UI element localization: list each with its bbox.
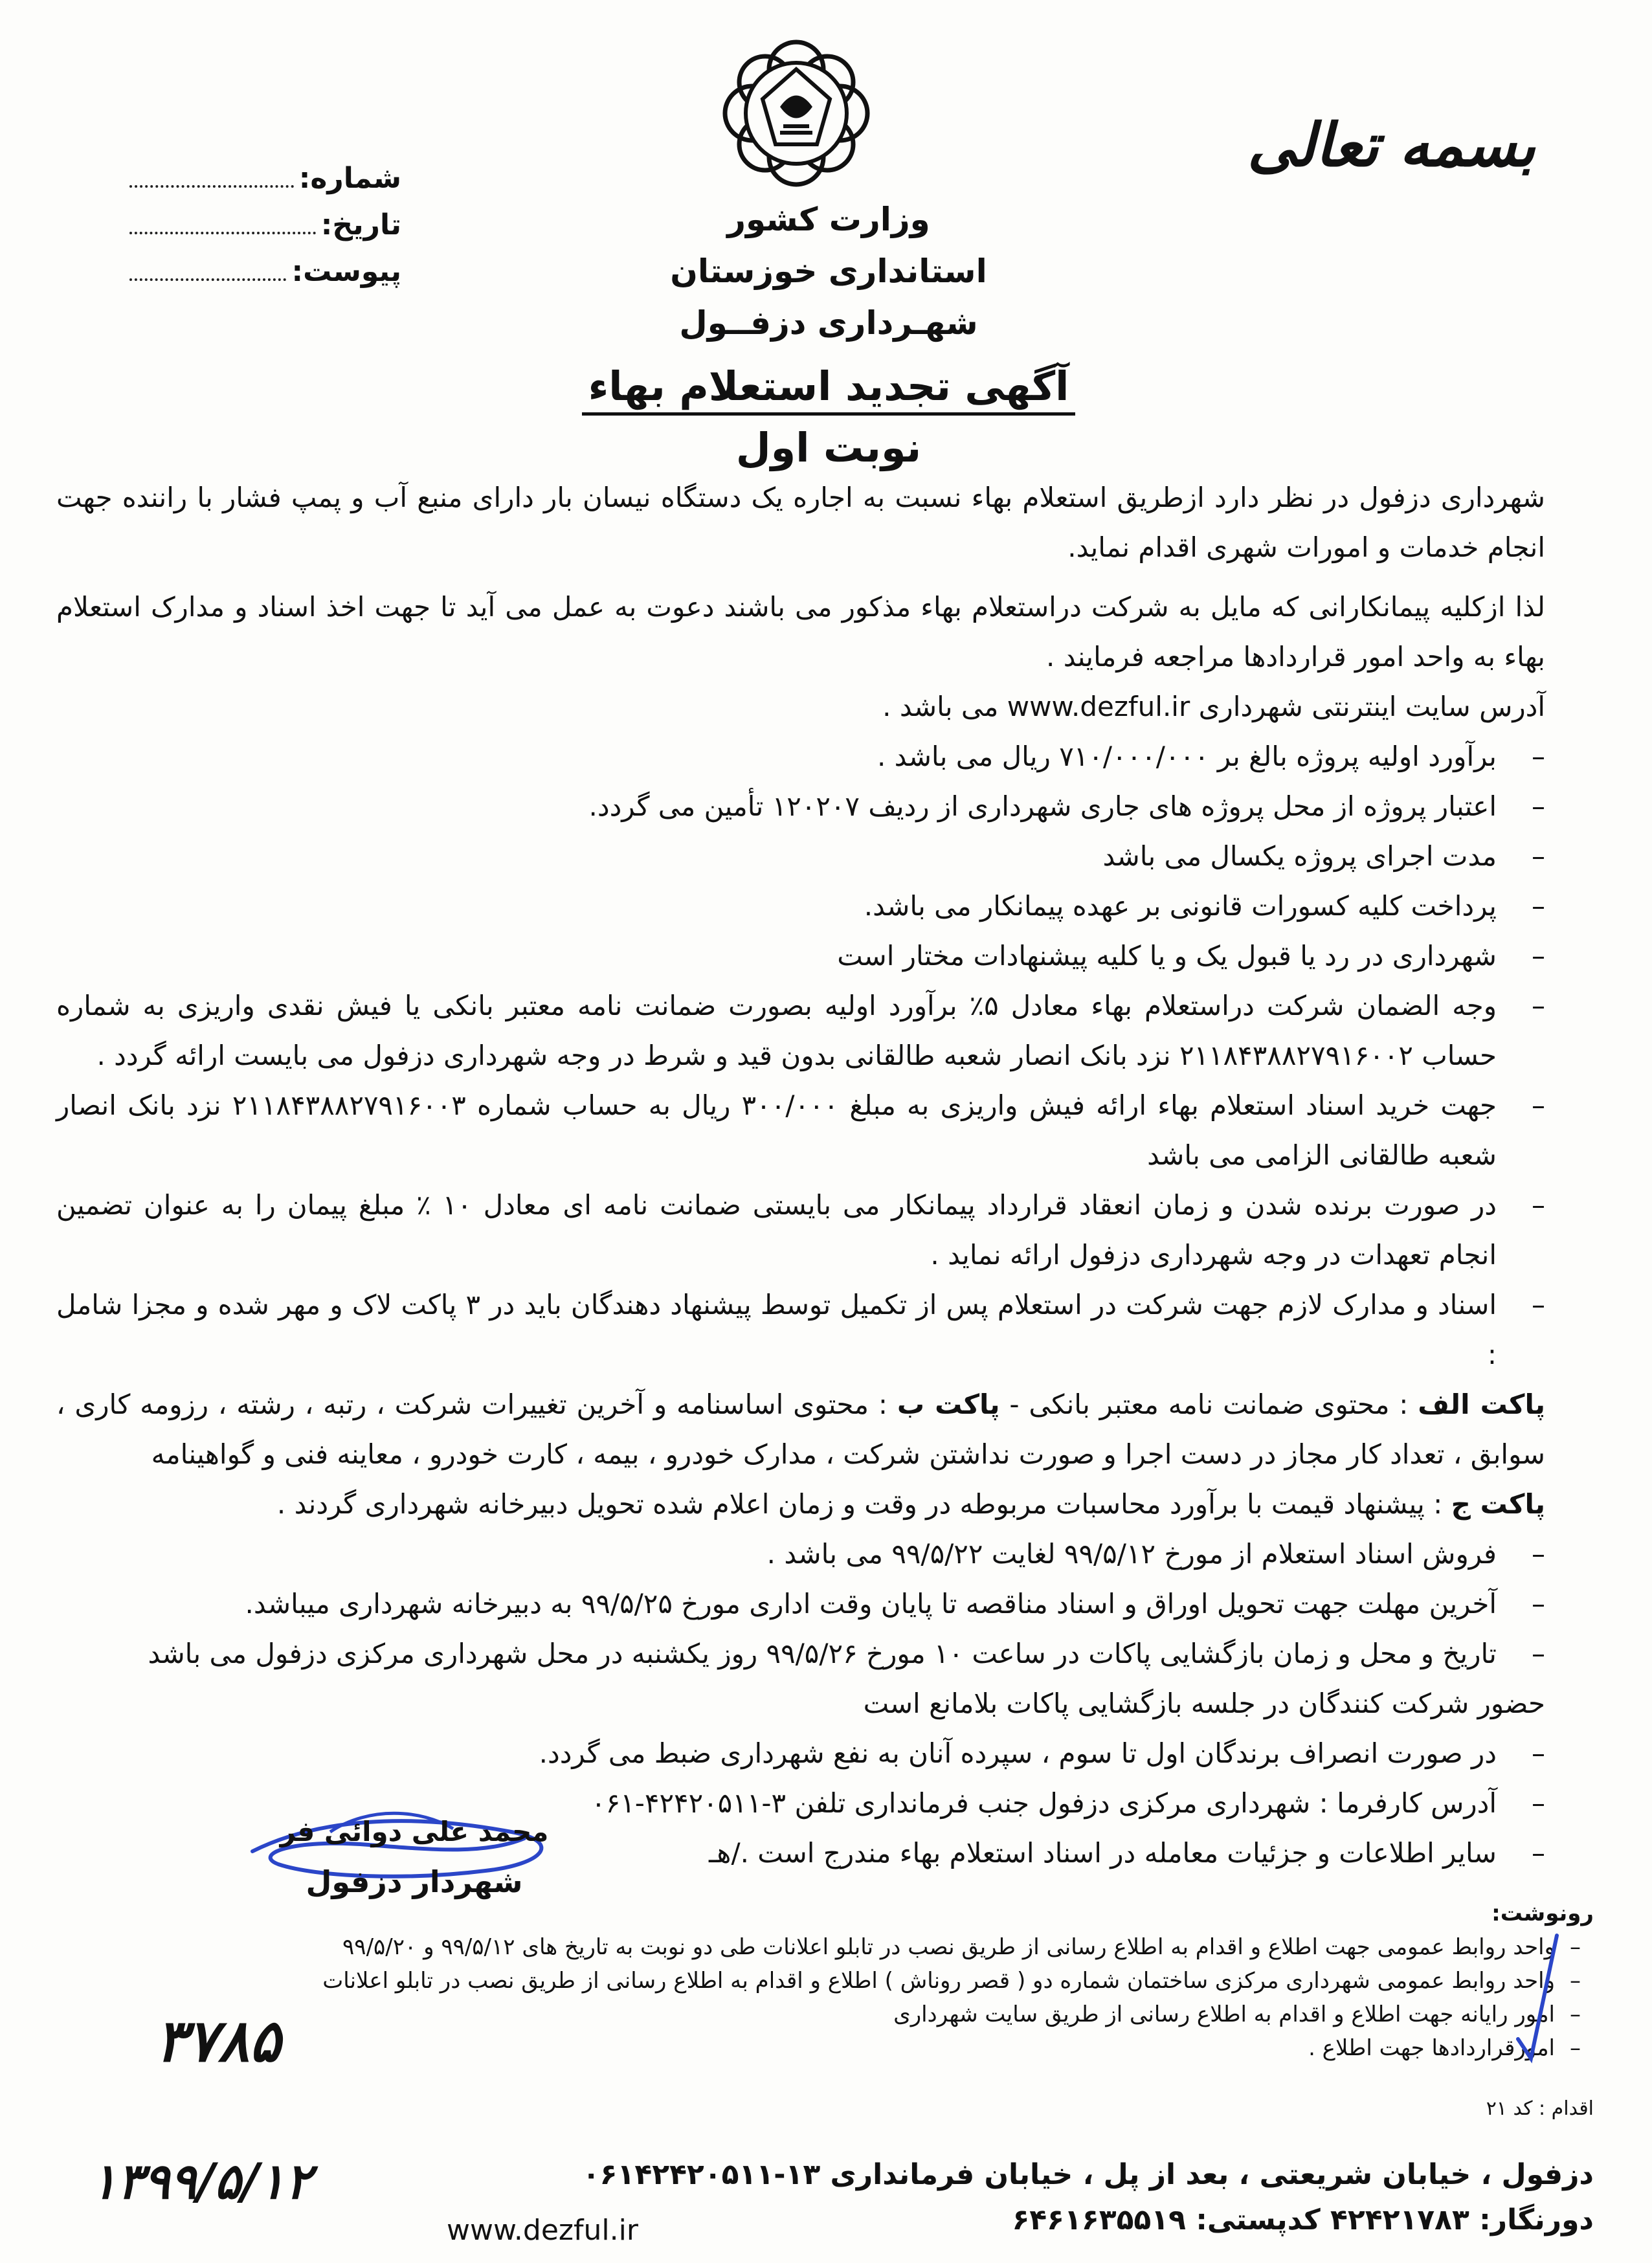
list-item: – وجه الضمان شرکت دراستعلام بهاء معادل ۵٪ برآورد اولیه بصورت ضمانت نامه معتبر بانکی یا فیش نقدی واریزی به شماره حساب ۲۱۱۸۴۳۸۸۲۷۹۱۶۰۰۲ نزد بانک انصار شعبه طالقانی بدون قید و شرط در وجه شهرداری دزفول می بایست ارائه گردد .	[56, 981, 1545, 1080]
list-item: حضور شرکت کنندگان در جلسه بازگشایی پاکات بلامانع است	[863, 1688, 1545, 1719]
footer-address: دزفول ، خیابان شریعتی ، بعد از پل ، خیابان فرمانداری ۱۳-۰۶۱۴۲۴۲۰۵۱۱	[582, 2158, 1594, 2191]
letter-number-label: شماره:	[298, 162, 401, 195]
website-paragraph: آدرس سایت اینترنتی شهرداری www.dezful.ir می باشد .	[882, 691, 1545, 722]
dotted-line	[129, 212, 316, 234]
check-mark-icon	[1512, 1929, 1563, 2071]
invitation-paragraph: لذا ازکلیه پیمانکارانی که مایل به شرکت دراستعلام بهاء مذکور می باشند دعوت به عمل می آید تا جهت اخذ اسناد و مدارک استعلام بهاء به واحد امور قراردادها مراجعه فرمایند .	[56, 591, 1545, 673]
list-item: – آدرس کارفرما : شهرداری مرکزی دزفول جنب فرمانداری تلفن ۳-۴۲۴۲۰۵۱۱-۰۶۱	[56, 1778, 1545, 1828]
footer-website: www.dezful.ir	[447, 2214, 638, 2247]
province-name: استانداری خوزستان	[670, 252, 987, 290]
letter-number-field	[129, 162, 401, 208]
packet-a-text: : محتوی ضمانت نامه معتبر بانکی -	[1009, 1388, 1409, 1420]
packet-c-text: : پیشنهاد قیمت با برآورد محاسبات مربوطه در وقت و زمان اعلام شده تحویل دبیرخانه شهرداری گردند .	[276, 1488, 1443, 1520]
cc-item: – واحد روابط عمومی شهرداری مرکزی ساختمان شماره دو ( قصر روناش ) اطلاع و اقدام به اطلاع رسانی از طریق نصب در تابلو اعلانات	[170, 1964, 1594, 1998]
dotted-line	[129, 259, 286, 281]
footer	[493, 2152, 1594, 2243]
list-item: – سایر اطلاعات و جزئیات معامله در اسناد استعلام بهاء مندرج است ./هـ	[56, 1828, 1545, 1878]
registration-number: ۳۷۸۵	[155, 2007, 281, 2075]
list-item: – فروش اسناد استعلام از مورخ ۹۹/۵/۱۲ لغایت ۹۹/۵/۲۲ می باشد .	[56, 1529, 1545, 1579]
list-item: – برآورد اولیه پروژه بالغ بر ۷۱۰/۰۰۰/۰۰۰ ریال می باشد .	[56, 731, 1545, 781]
cc-header: رونوشت:	[1491, 1901, 1594, 1926]
list-item: – اعتبار پروژه از محل پروژه های جاری شهرداری از ردیف ۱۲۰۲۰۷ تأمین می گردد.	[56, 781, 1545, 831]
notice-round: نوبت اول	[735, 424, 922, 471]
cc-item: – امورقراردادها جهت اطلاع .	[170, 2031, 1594, 2065]
municipality-logo	[719, 36, 874, 191]
handwritten-date: ۱۳۹۹/۵/۱۲	[91, 2152, 312, 2210]
notice-body	[56, 473, 1545, 1878]
signatory-title: شهردار دزفول	[306, 1864, 523, 1899]
packet-b-label: پاکت ب	[897, 1388, 1000, 1420]
letter-attachment-field	[129, 255, 401, 302]
cc-item: – امور رایانه جهت اطلاع و اقدام به اطلاع رسانی از طریق سایت شهرداری	[170, 1998, 1594, 2031]
list-item: – اسناد و مدارک لازم جهت شرکت در استعلام پس از تکمیل توسط پیشنهاد دهندگان باید در ۳ پاکت لاک و مهر شده و مجزا شامل :	[56, 1280, 1545, 1379]
list-item: – در صورت برنده شدن و زمان انعقاد قرارداد پیمانکار می بایستی ضمانت نامه ای معادل ۱۰ ٪ مبلغ پیمان را به عنوان تضمین انجام تعهدات در وجه شهرداری دزفول ارائه نماید .	[56, 1180, 1545, 1280]
dotted-line	[129, 166, 294, 188]
letter-date-label: تاریخ:	[320, 208, 401, 241]
basmala: بسمه تعالی	[1247, 110, 1535, 180]
municipality-name: شهـرداری دزفــول	[679, 304, 978, 342]
signatory-name: محمد علی دوائی فر	[280, 1816, 549, 1847]
list-item: – تاریخ و محل و زمان بازگشایی پاکات در ساعت ۱۰ مورخ ۹۹/۵/۲۶ روز یکشنبه در محل شهرداری مرکزی دزفول می باشد	[56, 1629, 1545, 1678]
list-item: – مدت اجرای پروژه یکسال می باشد	[56, 831, 1545, 881]
letter-date-field	[129, 208, 401, 255]
notice-title	[388, 362, 1269, 410]
letter-attachment-label: پیوست:	[291, 255, 401, 288]
signature-block	[246, 1816, 583, 1899]
list-item: – شهرداری در رد یا قبول یک و یا کلیه پیشنهادات مختار است	[56, 931, 1545, 981]
packet-c-label: پاکت ج	[1451, 1488, 1545, 1520]
action-code: اقدام : کد ۲۱	[1486, 2097, 1594, 2120]
intro-paragraph: شهرداری دزفول در نظر دارد ازطریق استعلام بهاء نسبت به اجاره یک دستگاه نیسان بار دارای منبع آب و پمپ فشار با راننده جهت انجام خدمات و امورات شهری اقدام نماید.	[56, 482, 1545, 563]
list-item: – پرداخت کلیه کسورات قانونی بر عهده پیمانکار می باشد.	[56, 881, 1545, 931]
carbon-copy-list	[170, 1897, 1594, 2065]
list-item: – آخرین مهلت جهت تحویل اوراق و اسناد مناقصه تا پایان وقت اداری مورخ ۹۹/۵/۲۵ به دبیرخانه شهرداری میباشد.	[56, 1579, 1545, 1629]
packet-b-text: : محتوی اساسنامه و آخرین تغییرات شرکت ، رتبه ، رشته ، رزومه کاری ، سوابق ، تعداد کار مجاز در دست اجرا و صورت نداشتن شرکت ، مدارک خودرو ، بیمه ، کارت خودرو ، معاینه فنی و گواهینامه	[56, 1388, 1545, 1470]
notice-title-text: آگهی تجدید استعلام بهاء	[582, 362, 1076, 416]
packet-a-label: پاکت الف	[1418, 1388, 1546, 1420]
conditions-list	[56, 731, 1545, 1878]
list-item: – در صورت انصراف برندگان اول تا سوم ، سپرده آنان به نفع شهرداری ضبط می گردد.	[56, 1728, 1545, 1778]
footer-fax-postal: دورنگار: ۴۲۴۲۱۷۸۳ کدپستی: ۶۴۶۱۶۳۵۵۱۹	[1012, 2203, 1594, 2236]
letter-reference-fields	[129, 162, 401, 302]
ministry-name: وزارت کشور	[727, 201, 930, 238]
cc-item: – واحد روابط عمومی جهت اطلاع و اقدام به اطلاع رسانی از طریق نصب در تابلو اعلانات طی دو نوبت به تاریخ های ۹۹/۵/۱۲ و ۹۹/۵/۲۰	[170, 1930, 1594, 1964]
packets-item	[56, 1379, 1545, 1529]
list-item: – جهت خرید اسناد استعلام بهاء ارائه فیش واریزی به مبلغ ۳۰۰/۰۰۰ ریال به حساب شماره ۲۱۱۸۴۳۸۸۲۷۹۱۶۰۰۳ نزد بانک انصار شعبه طالقانی الزامی می باشد	[56, 1080, 1545, 1180]
